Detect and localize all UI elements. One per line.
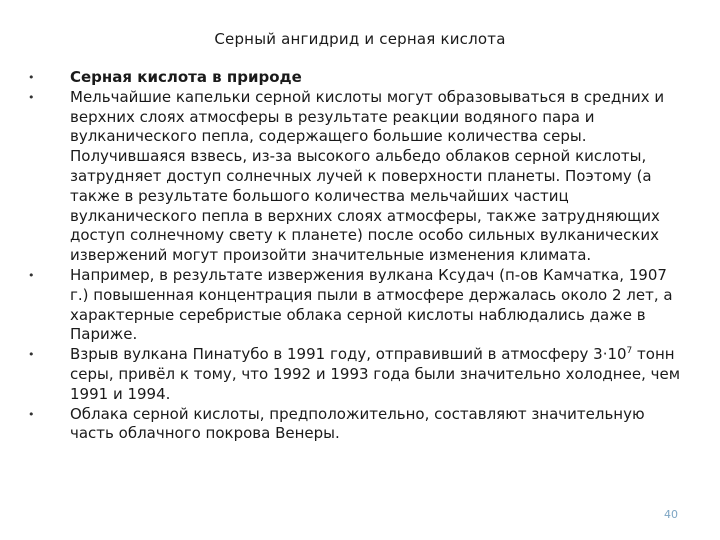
list-item	[28, 345, 688, 404]
slide-title: Серный ангидрид и серная кислота	[214, 30, 506, 48]
bullet-icon: •	[28, 71, 35, 84]
bullet-icon: •	[28, 268, 35, 282]
bullet-list	[28, 68, 688, 444]
bullet-icon: •	[28, 90, 35, 104]
paragraph-text: Облака серной кислоты, предположительно, составляют значительную часть облачного покрова Венеры.	[70, 404, 645, 443]
paragraph-text: Например, в результате извержения вулкана Ксудач (п-ов Камчатка, 1907 г.) повышенная концентрация пыли в атмосфере держалась около 2 лет, а характерные серебристые облака серной кислоты наблюдались даже в Париже.	[70, 265, 673, 344]
list-item	[28, 68, 688, 88]
list-item	[28, 88, 688, 266]
bullet-icon: •	[28, 348, 35, 362]
list-item	[28, 266, 688, 345]
paragraph-text-start: Взрыв вулкана Пинатубо в 1991 году, отправивший в атмосферу 3·10	[70, 345, 627, 364]
bullet-icon: •	[28, 407, 35, 421]
paragraph-text: Мельчайшие капельки серной кислоты могут образовываться в средних и верхних слоях атмосферы в результате реакции водяного пара и вулканического пепла, содержащего большие количества серы. Получившаяся взвесь, из-за высокого альбедо облаков серной кислоты, затрудняет доступ солнечных лучей к поверхности планеты. Поэтому (а также в результате большого количества мельчайших частиц вулканического пепла в верхних слоях атмосферы, также затрудняющих доступ солнечному свету к планете) после особо сильных вулканических извержений могут произойти значительные изменения климата.	[70, 87, 665, 265]
section-heading: Серная кислота в природе	[70, 68, 302, 86]
exponent: 7	[626, 346, 633, 357]
page-number: 40	[664, 508, 678, 521]
list-item	[28, 405, 688, 445]
paragraph-text-end: тонн серы, привёл к тому, что 1992 и 1993 года были значительно холоднее, чем 1991 и 1994.	[70, 345, 681, 403]
